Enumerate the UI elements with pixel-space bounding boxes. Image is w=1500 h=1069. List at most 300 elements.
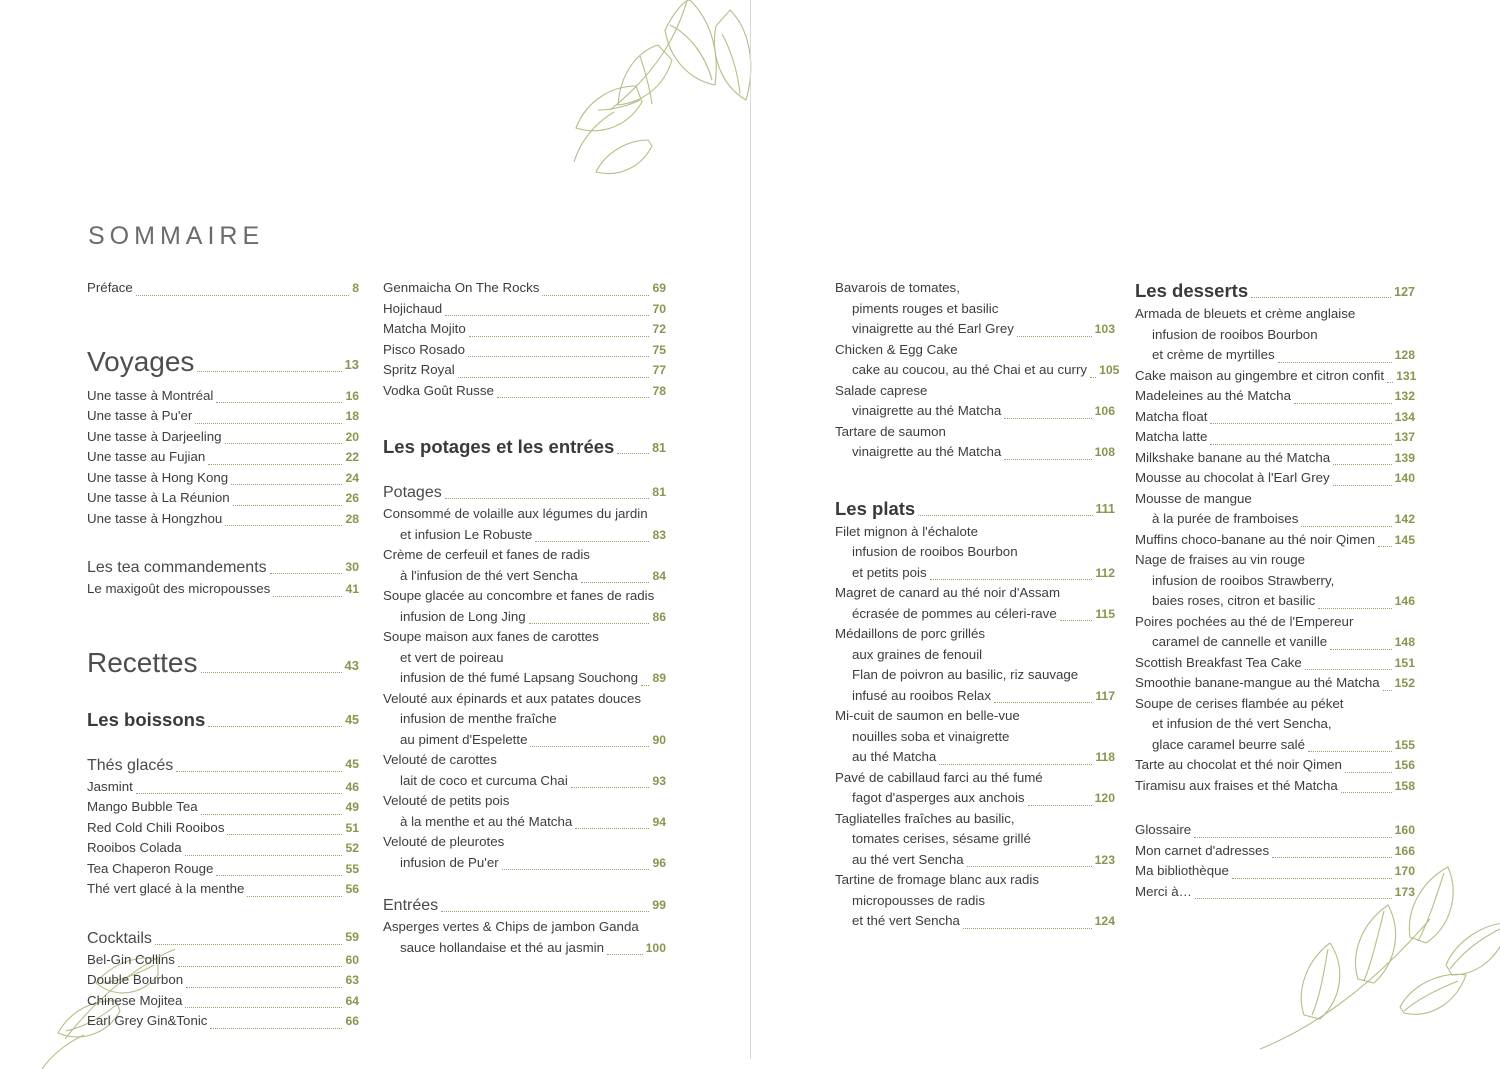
toc-entry-continuation[interactable] (835, 442, 1115, 463)
toc-entry[interactable] (87, 838, 359, 859)
toc-entry-label: Filet mignon à l'échalote (835, 523, 978, 539)
toc-page-number: 140 (1394, 471, 1415, 485)
toc-entry[interactable] (1135, 550, 1415, 571)
toc-entry[interactable] (87, 509, 359, 530)
toc-entry[interactable] (1135, 612, 1415, 633)
toc-entry[interactable] (87, 950, 359, 971)
toc-entry-label: Mon carnet d'adresses (1135, 842, 1270, 858)
toc-dot-leader (185, 854, 343, 856)
toc-dot-leader (581, 581, 650, 583)
toc-page-number: 128 (1394, 348, 1415, 362)
toc-entry-label: Matcha float (1135, 408, 1208, 424)
toc-entry-label: Les boissons (87, 708, 206, 730)
toc-dot-leader (502, 868, 650, 870)
toc-entry-continuation[interactable] (835, 686, 1115, 707)
toc-entry-continuation[interactable] (835, 788, 1115, 809)
toc-page-number: 90 (652, 732, 666, 747)
toc-entry-label: Red Cold Chili Rooibos (87, 819, 225, 835)
toc-dot-leader (227, 833, 342, 835)
toc-entry-label: piments rouges et basilic (852, 300, 999, 316)
toc-page-number: 81 (652, 484, 666, 499)
toc-dot-leader (247, 895, 342, 897)
toc-entry-label: et crème de myrtilles (1152, 347, 1275, 362)
toc-entry[interactable] (383, 627, 666, 648)
toc-page-number: 66 (345, 1014, 359, 1028)
toc-dot-leader (441, 910, 649, 912)
toc-entry-continuation[interactable] (1135, 735, 1415, 756)
toc-entry[interactable] (87, 386, 359, 407)
toc-page-number: 72 (652, 322, 666, 336)
toc-dot-leader (1210, 422, 1391, 424)
toc-page-number: 99 (652, 897, 666, 912)
toc-entry-label: Hojichaud (383, 300, 443, 316)
toc-page-number: 84 (652, 568, 666, 583)
toc-entry-label: au thé Matcha (852, 749, 937, 764)
toc-entry[interactable] (835, 809, 1115, 830)
toc-entry[interactable] (87, 278, 359, 299)
toc-dot-leader (1278, 361, 1392, 363)
toc-group-heading[interactable] (383, 894, 666, 917)
toc-entry[interactable] (87, 991, 359, 1012)
toc-dot-leader (186, 986, 342, 988)
toc-dot-leader (967, 865, 1092, 867)
toc-entry[interactable] (1135, 366, 1415, 387)
toc-entry[interactable] (835, 706, 1115, 727)
toc-entry-label: Cocktails (87, 929, 152, 947)
toc-entry-label: Thés glacés (87, 756, 174, 774)
toc-entry-label: Préface (87, 280, 133, 295)
toc-entry[interactable] (87, 879, 359, 900)
toc-entry-continuation[interactable] (835, 542, 1115, 563)
toc-entry[interactable] (835, 422, 1115, 443)
toc-page-number: 46 (345, 779, 359, 794)
toc-page-number: 155 (1394, 737, 1415, 752)
toc-entry-label: Poires pochées au thé de l'Empereur (1135, 613, 1354, 629)
toc-dot-leader (617, 452, 649, 454)
toc-entry-label: à la menthe et au thé Matcha (400, 813, 573, 829)
toc-dot-leader (1004, 417, 1091, 419)
toc-dot-leader (270, 572, 343, 574)
toc-page-number: 18 (345, 409, 359, 423)
toc-entry[interactable] (1135, 820, 1415, 841)
toc-page-number: 148 (1394, 635, 1415, 649)
toc-entry-label: Rooibos Colada (87, 840, 182, 855)
toc-entry-continuation[interactable] (835, 604, 1115, 625)
toc-entry-continuation[interactable] (383, 566, 666, 587)
toc-entry-label: aux graines de fenouil (852, 646, 983, 662)
toc-page-number: 64 (345, 993, 359, 1008)
toc-entry[interactable] (835, 870, 1115, 891)
toc-dot-leader (571, 786, 650, 788)
toc-entry-label: Consommé de volaille aux légumes du jardin (383, 506, 648, 521)
toc-page-number: 134 (1394, 409, 1415, 424)
toc-entry[interactable] (1135, 304, 1415, 325)
toc-entry[interactable] (87, 447, 359, 468)
toc-entry-label: Tartine de fromage blanc aux radis (835, 872, 1039, 887)
toc-entry-label: Earl Grey Gin&Tonic (87, 1013, 208, 1028)
toc-spacer (1135, 796, 1415, 820)
toc-dot-leader (468, 355, 649, 357)
toc-entry-label: Tarte au chocolat et thé noir Qimen (1135, 757, 1342, 772)
toc-entry-continuation[interactable] (835, 747, 1115, 768)
toc-entry-continuation[interactable] (835, 829, 1115, 850)
toc-dot-leader (497, 396, 650, 398)
toc-page-number: 115 (1095, 606, 1115, 621)
toc-entry[interactable] (1135, 882, 1415, 903)
toc-dot-leader (1195, 897, 1392, 899)
toc-entry[interactable] (87, 797, 359, 818)
toc-entry-label: Une tasse au Fujian (87, 449, 206, 464)
toc-entry-label: Les potages et les entrées (383, 436, 615, 457)
toc-entry[interactable] (383, 545, 666, 566)
toc-entry-continuation[interactable] (1135, 325, 1415, 346)
toc-entry-label: Soupe glacée au concombre et fanes de radis (383, 588, 655, 603)
toc-entry-label: Madeleines au thé Matcha (1135, 388, 1291, 403)
toc-page-number: 132 (1394, 389, 1415, 403)
toc-entry[interactable] (383, 750, 666, 771)
toc-column-3 (835, 278, 1120, 932)
toc-entry[interactable] (1135, 755, 1415, 776)
toc-page-number: 30 (345, 559, 359, 574)
toc-entry-label: infusé au rooibos Relax (852, 687, 991, 703)
toc-entry[interactable] (383, 278, 666, 299)
toc-page-number: 105 (1099, 363, 1120, 377)
toc-page-number: 13 (344, 357, 359, 372)
toc-entry-label: Armada de bleuets et crème anglaise (1135, 306, 1356, 321)
toc-dot-leader (607, 953, 643, 955)
toc-page-number: 59 (345, 930, 359, 944)
toc-page-number: 16 (345, 388, 359, 403)
toc-entry-continuation[interactable] (1135, 632, 1415, 653)
toc-page-number: 160 (1394, 823, 1415, 837)
toc-subsection-heading[interactable] (835, 496, 1115, 522)
toc-entry[interactable] (1135, 841, 1415, 862)
toc-dot-leader (1194, 836, 1391, 838)
toc-dot-leader (1004, 458, 1091, 460)
toc-entry-continuation[interactable] (1135, 571, 1415, 592)
toc-page-number: 56 (345, 882, 359, 896)
toc-entry-label: Nage de fraises au vin rouge (1135, 552, 1306, 567)
toc-page-number: 166 (1394, 843, 1415, 858)
toc-entry-continuation[interactable] (383, 771, 666, 792)
toc-entry-continuation[interactable] (1135, 345, 1415, 366)
toc-entry[interactable] (87, 406, 359, 427)
toc-dot-leader (469, 335, 650, 337)
toc-page-number: 173 (1394, 884, 1415, 899)
toc-dot-leader (155, 943, 342, 945)
toc-column-4 (1135, 278, 1415, 902)
toc-entry-label: Une tasse à La Réunion (87, 490, 230, 505)
toc-entry-continuation[interactable] (1135, 509, 1415, 530)
toc-dot-leader (1308, 750, 1392, 752)
toc-entry-label: et thé vert Sencha (852, 913, 960, 928)
toc-entry[interactable] (383, 340, 666, 361)
toc-page-number: 69 (652, 281, 666, 295)
toc-group-heading[interactable] (87, 556, 359, 579)
toc-entry[interactable] (1135, 861, 1415, 882)
toc-entry-continuation[interactable] (383, 607, 666, 628)
toc-entry[interactable] (87, 488, 359, 509)
toc-dot-leader (1345, 771, 1392, 773)
toc-dot-leader (231, 483, 342, 485)
toc-spacer (383, 401, 666, 414)
toc-dot-leader (445, 314, 649, 316)
toc-page-number: 170 (1394, 864, 1415, 878)
toc-page-number: 89 (652, 671, 666, 685)
toc-page-number: 111 (1095, 502, 1115, 516)
toc-group-heading[interactable] (87, 754, 359, 777)
toc-entry-label: Les plats (835, 497, 916, 519)
toc-entry[interactable] (835, 278, 1115, 299)
toc-page-number: 52 (345, 841, 359, 855)
toc-entry-label: Pisco Rosado (383, 341, 466, 357)
toc-entry-label: Thé vert glacé à la menthe (87, 881, 245, 896)
toc-dot-leader (1028, 804, 1092, 806)
toc-dot-leader (201, 813, 343, 815)
toc-entry-label: Une tasse à Hong Kong (87, 469, 229, 485)
toc-dot-leader (1090, 376, 1096, 378)
toc-entry-label: Soupe de cerises flambée au péket (1135, 695, 1344, 711)
toc-entry-continuation[interactable] (1135, 591, 1415, 612)
toc-page-number: 60 (345, 952, 359, 967)
toc-entry-label: Vodka Goût Russe (383, 382, 494, 398)
toc-page-number: 96 (652, 855, 666, 870)
toc-entry-continuation[interactable] (383, 668, 666, 689)
toc-entry-label: Velouté aux épinards et aux patates douces (383, 690, 641, 706)
toc-entry-label: glace caramel beurre salé (1152, 736, 1305, 752)
toc-entry-label: fagot d'asperges aux anchois (852, 790, 1025, 805)
toc-group-heading[interactable] (383, 481, 666, 504)
toc-page-number: 158 (1394, 778, 1415, 793)
toc-entry[interactable] (1135, 386, 1415, 407)
toc-entry-label: Mi-cuit de saumon en belle-vue (835, 708, 1020, 723)
toc-dot-leader (1383, 689, 1392, 691)
toc-section-heading[interactable] (87, 345, 359, 379)
toc-entry-label: Magret de canard au thé noir d'Assam (835, 585, 1061, 600)
leaf-illustration-top (540, 0, 760, 180)
toc-entry[interactable] (87, 818, 359, 839)
toc-entry[interactable] (835, 381, 1115, 402)
toc-entry-continuation[interactable] (835, 911, 1115, 932)
toc-entry[interactable] (383, 360, 666, 381)
toc-entry-label: Crème de cerfeuil et fanes de radis (383, 547, 590, 562)
toc-dot-leader (458, 376, 650, 378)
toc-entry-continuation[interactable] (835, 563, 1115, 584)
toc-page-number: 145 (1394, 532, 1415, 547)
toc-entry-label: Médaillons de porc grillés (835, 626, 986, 641)
toc-entry[interactable] (87, 579, 359, 600)
toc-dot-leader (208, 725, 342, 727)
toc-entry[interactable] (383, 586, 666, 607)
toc-column-1 (87, 278, 359, 1032)
toc-entry-continuation[interactable] (383, 709, 666, 730)
toc-entry-label: et petits pois (852, 564, 927, 580)
toc-entry-label: infusion de Long Jing (400, 608, 526, 624)
toc-entry-continuation[interactable] (383, 853, 666, 874)
toc-page-number: 137 (1394, 430, 1415, 444)
toc-entry-continuation[interactable] (835, 299, 1115, 320)
toc-entry[interactable] (87, 1011, 359, 1032)
toc-entry-label: Glossaire (1135, 822, 1192, 837)
toc-entry[interactable] (1135, 694, 1415, 715)
toc-dot-leader (178, 965, 343, 967)
toc-dot-leader (233, 504, 343, 506)
toc-subsection-heading[interactable] (1135, 278, 1415, 304)
toc-spacer (87, 529, 359, 542)
toc-dot-leader (136, 792, 343, 794)
toc-entry-continuation[interactable] (383, 938, 666, 959)
toc-entry[interactable] (1135, 776, 1415, 797)
toc-entry-continuation[interactable] (835, 319, 1115, 340)
toc-page-number: 100 (645, 940, 666, 955)
toc-entry-continuation[interactable] (835, 891, 1115, 912)
toc-entry[interactable] (383, 689, 666, 710)
toc-entry-label: Velouté de petits pois (383, 793, 510, 808)
toc-entry[interactable] (1135, 468, 1415, 489)
toc-entry-label: Recettes (87, 646, 198, 678)
toc-page-number: 43 (344, 658, 359, 673)
toc-entry-label: à l'infusion de thé vert Sencha (400, 567, 578, 583)
toc-subsection-heading[interactable] (383, 434, 666, 460)
toc-page-number: 63 (345, 973, 359, 987)
toc-entry[interactable] (1135, 448, 1415, 469)
toc-entry-label: baies roses, citron et basilic (1152, 593, 1316, 608)
toc-page-number: 75 (652, 342, 666, 357)
toc-entry[interactable] (87, 427, 359, 448)
toc-page-number: 22 (345, 450, 359, 464)
toc-entry-continuation[interactable] (835, 727, 1115, 748)
toc-subsection-heading[interactable] (87, 707, 359, 733)
toc-dot-leader (1251, 296, 1391, 298)
toc-entry[interactable] (1135, 407, 1415, 428)
toc-dot-leader (216, 874, 342, 876)
toc-entry-continuation[interactable] (383, 730, 666, 751)
toc-dot-leader (1210, 443, 1391, 445)
toc-entry[interactable] (835, 624, 1115, 645)
toc-dot-leader (529, 622, 650, 624)
toc-entry-continuation[interactable] (835, 645, 1115, 666)
toc-spacer (383, 460, 666, 467)
toc-entry-label: Flan de poivron au basilic, riz sauvage (852, 667, 1079, 682)
toc-entry[interactable] (1135, 530, 1415, 551)
toc-entry[interactable] (835, 583, 1115, 604)
toc-entry-continuation[interactable] (383, 648, 666, 669)
toc-spacer (87, 680, 359, 687)
toc-dot-leader (530, 745, 649, 747)
toc-entry-label: écrasée de pommes au céleri-rave (852, 605, 1057, 621)
toc-page-number: 8 (352, 281, 359, 295)
toc-entry-label: Velouté de pleurotes (383, 834, 505, 849)
toc-page-number: 77 (652, 363, 666, 377)
toc-dot-leader (195, 422, 342, 424)
toc-entry[interactable] (1135, 673, 1415, 694)
toc-entry[interactable] (383, 319, 666, 340)
toc-entry[interactable] (87, 777, 359, 798)
toc-entry[interactable] (87, 970, 359, 991)
toc-dot-leader (210, 1027, 342, 1029)
toc-page-number: 103 (1094, 322, 1115, 336)
toc-entry-label: Smoothie banane-mangue au thé Matcha (1135, 675, 1380, 690)
toc-dot-leader (1333, 484, 1392, 486)
toc-entry-label: Tea Chaperon Rouge (87, 860, 214, 876)
toc-page-number: 26 (345, 491, 359, 505)
toc-entry[interactable] (383, 832, 666, 853)
toc-entry[interactable] (87, 859, 359, 880)
toc-entry-label: Ma bibliothèque (1135, 863, 1229, 878)
toc-dot-leader (994, 701, 1092, 703)
toc-entry-continuation[interactable] (835, 665, 1115, 686)
toc-entry-continuation[interactable] (1135, 714, 1415, 735)
toc-entry-continuation[interactable] (383, 525, 666, 546)
toc-section-heading[interactable] (87, 646, 359, 680)
toc-page-number: 124 (1094, 914, 1115, 928)
toc-dot-leader (641, 684, 649, 686)
toc-group-heading[interactable] (87, 927, 359, 950)
toc-dot-leader (197, 370, 341, 372)
toc-entry[interactable] (1135, 427, 1415, 448)
toc-entry-label: Entrées (383, 897, 439, 914)
toc-entry-label: infusion de Pu'er (400, 854, 499, 870)
toc-page-number: 112 (1095, 565, 1115, 580)
toc-entry[interactable] (87, 468, 359, 489)
toc-page-number: 49 (345, 800, 359, 814)
toc-entry[interactable] (383, 917, 666, 938)
toc-entry[interactable] (383, 299, 666, 320)
toc-entry[interactable] (383, 791, 666, 812)
toc-entry-label: Mango Bubble Tea (87, 799, 198, 814)
toc-entry-label: Bel-Gin Collins (87, 951, 175, 967)
toc-entry-continuation[interactable] (835, 850, 1115, 871)
toc-dot-leader (1318, 607, 1391, 609)
toc-page-number: 45 (345, 713, 359, 727)
toc-entry-label: Bavarois de tomates, (835, 280, 960, 295)
toc-entry-label: Scottish Breakfast Tea Cake (1135, 654, 1302, 670)
toc-dot-leader (575, 827, 649, 829)
toc-entry[interactable] (1135, 653, 1415, 674)
toc-dot-leader (273, 595, 342, 597)
toc-entry-label: Le maxigoût des micropousses (87, 581, 271, 596)
toc-dot-leader (918, 514, 1092, 516)
toc-entry-label: Tiramisu aux fraises et thé Matcha (1135, 777, 1338, 793)
toc-dot-leader (963, 927, 1092, 929)
toc-entry[interactable] (383, 381, 666, 402)
toc-page-number: 78 (652, 383, 666, 398)
toc-spacer (87, 299, 359, 323)
toc-dot-leader (939, 763, 1092, 765)
toc-page-number: 45 (345, 757, 359, 771)
toc-dot-leader (1333, 463, 1392, 465)
toc-entry-label: Spritz Royal (383, 362, 455, 377)
toc-entry-label: vinaigrette au thé Matcha (852, 444, 1002, 459)
toc-dot-leader (1301, 525, 1391, 527)
toc-spacer (87, 600, 359, 624)
toc-entry-label: infusion de rooibos Bourbon (1152, 326, 1318, 342)
toc-entry-continuation[interactable] (383, 812, 666, 833)
toc-entry[interactable] (835, 768, 1115, 789)
toc-entry-continuation[interactable] (835, 401, 1115, 422)
toc-entry[interactable] (835, 340, 1115, 361)
page-gutter-divider (750, 0, 751, 1059)
toc-entry[interactable] (1135, 489, 1415, 510)
toc-entry[interactable] (383, 504, 666, 525)
toc-dot-leader (1341, 791, 1392, 793)
toc-entry-continuation[interactable] (835, 360, 1120, 381)
toc-page-number: 51 (345, 820, 359, 835)
toc-spacer (87, 733, 359, 740)
toc-page-number: 117 (1095, 688, 1115, 703)
toc-entry[interactable] (835, 522, 1115, 543)
toc-entry-label: Cake maison au gingembre et citron confit (1135, 367, 1385, 383)
